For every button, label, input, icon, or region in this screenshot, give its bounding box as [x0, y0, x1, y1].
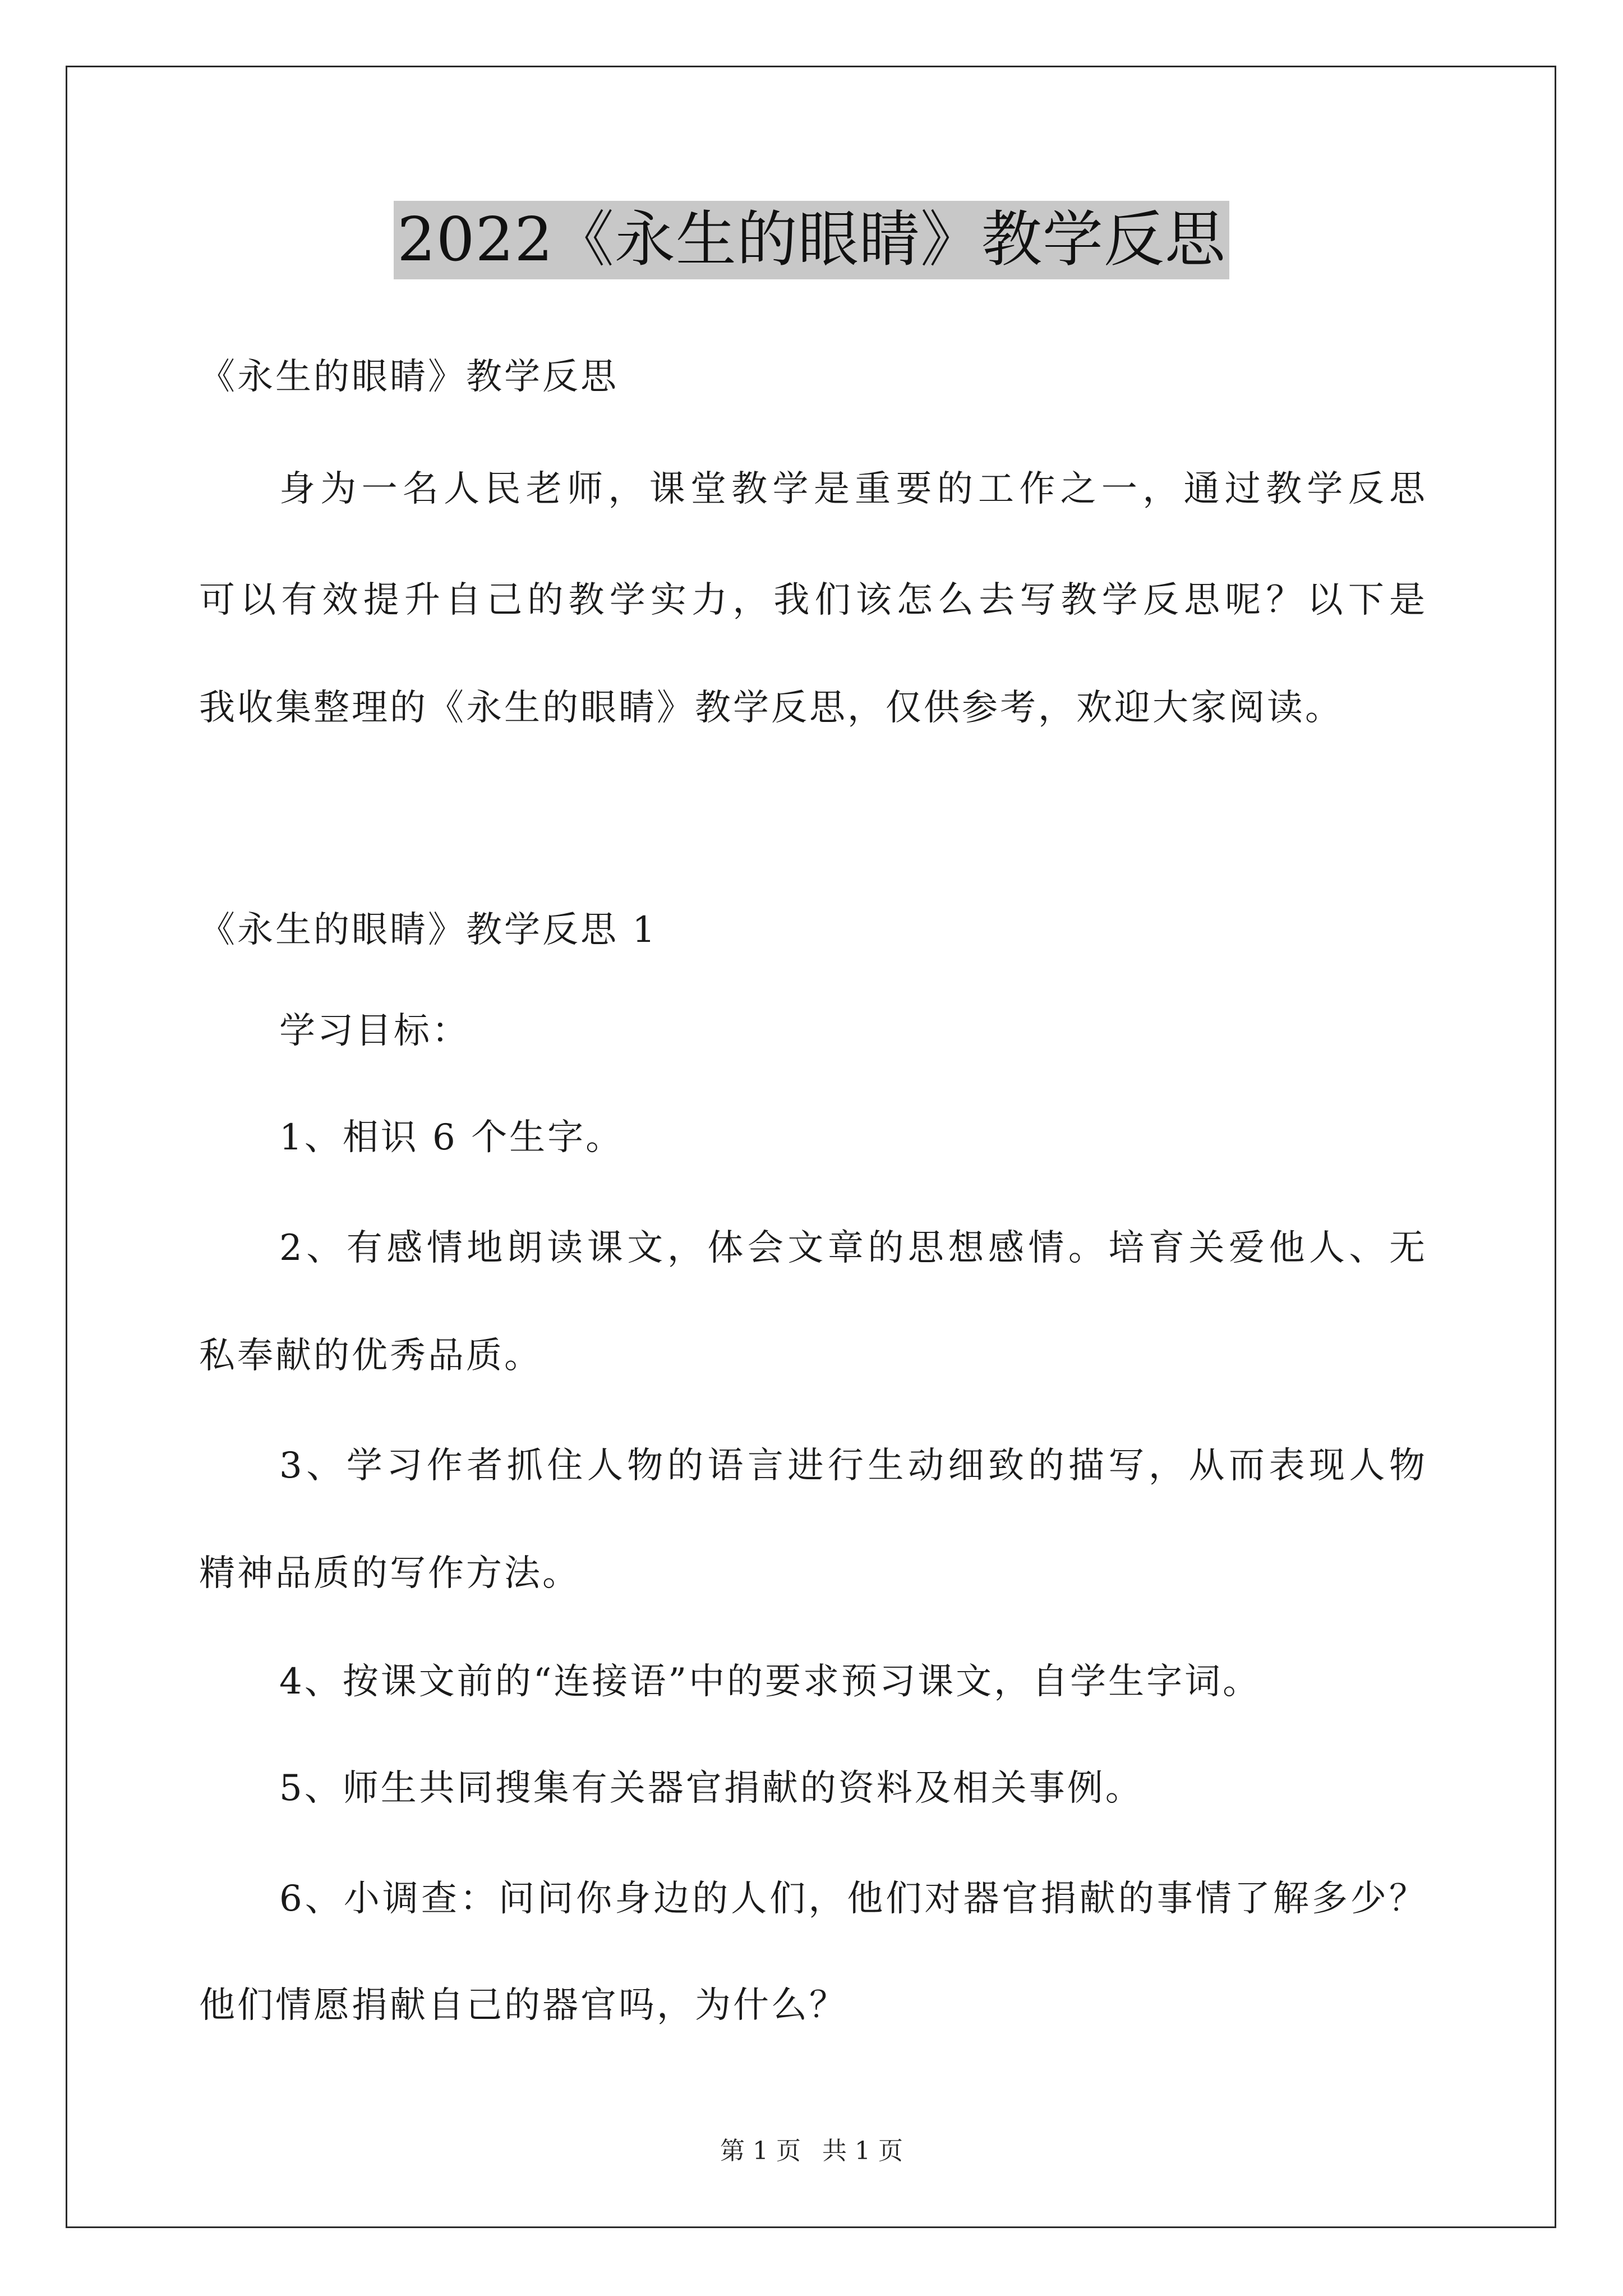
intro-line-3: 我收集整理的《永生的眼睛》教学反思，仅供参考，欢迎大家阅读。: [199, 687, 1343, 729]
subtitle: 《永生的眼睛》教学反思: [199, 356, 619, 398]
goal-item-6-cont: 他们情愿捐献自己的器官吗，为什么？: [199, 1985, 847, 2026]
goal-item-3-cont: 精神品质的写作方法。: [199, 1553, 580, 1594]
page-number: 第 1 页: [720, 2137, 801, 2165]
goals-label: 学习目标：: [279, 1010, 470, 1052]
goal-item-2-cont: 私奉献的优秀品质。: [199, 1335, 542, 1377]
page-total: 共 1 页: [822, 2137, 903, 2165]
goal-item-5: 5、师生共同搜集有关器官捐献的资料及相关事例。: [279, 1768, 1144, 1809]
document-title: 2022《永生的眼睛》教学反思: [394, 201, 1229, 279]
goal-item-2: 2、有感情地朗读课文，体会文章的思想感情。培育关爱他人、无: [279, 1227, 1427, 1269]
page-footer: [0, 2134, 1623, 2168]
title-wrapper: [0, 201, 1623, 279]
intro-line-2: 可以有效提升自己的教学实力，我们该怎么去写教学反思呢？以下是: [199, 579, 1427, 621]
intro-line-1: 身为一名人民老师，课堂教学是重要的工作之一，通过教学反思: [279, 468, 1427, 510]
goal-item-6: 6、小调查：问问你身边的人们，他们对器官捐献的事情了解多少？: [279, 1878, 1427, 1920]
goal-item-3: 3、学习作者抓住人物的语言进行生动细致的描写，从而表现人物: [279, 1445, 1427, 1487]
goal-item-1: 1、相识 6 个生字。: [279, 1117, 624, 1158]
section-heading: 《永生的眼睛》教学反思 1: [199, 909, 658, 951]
goal-item-4: 4、按课文前的“连接语”中的要求预习课文，自学生字词。: [279, 1661, 1261, 1703]
